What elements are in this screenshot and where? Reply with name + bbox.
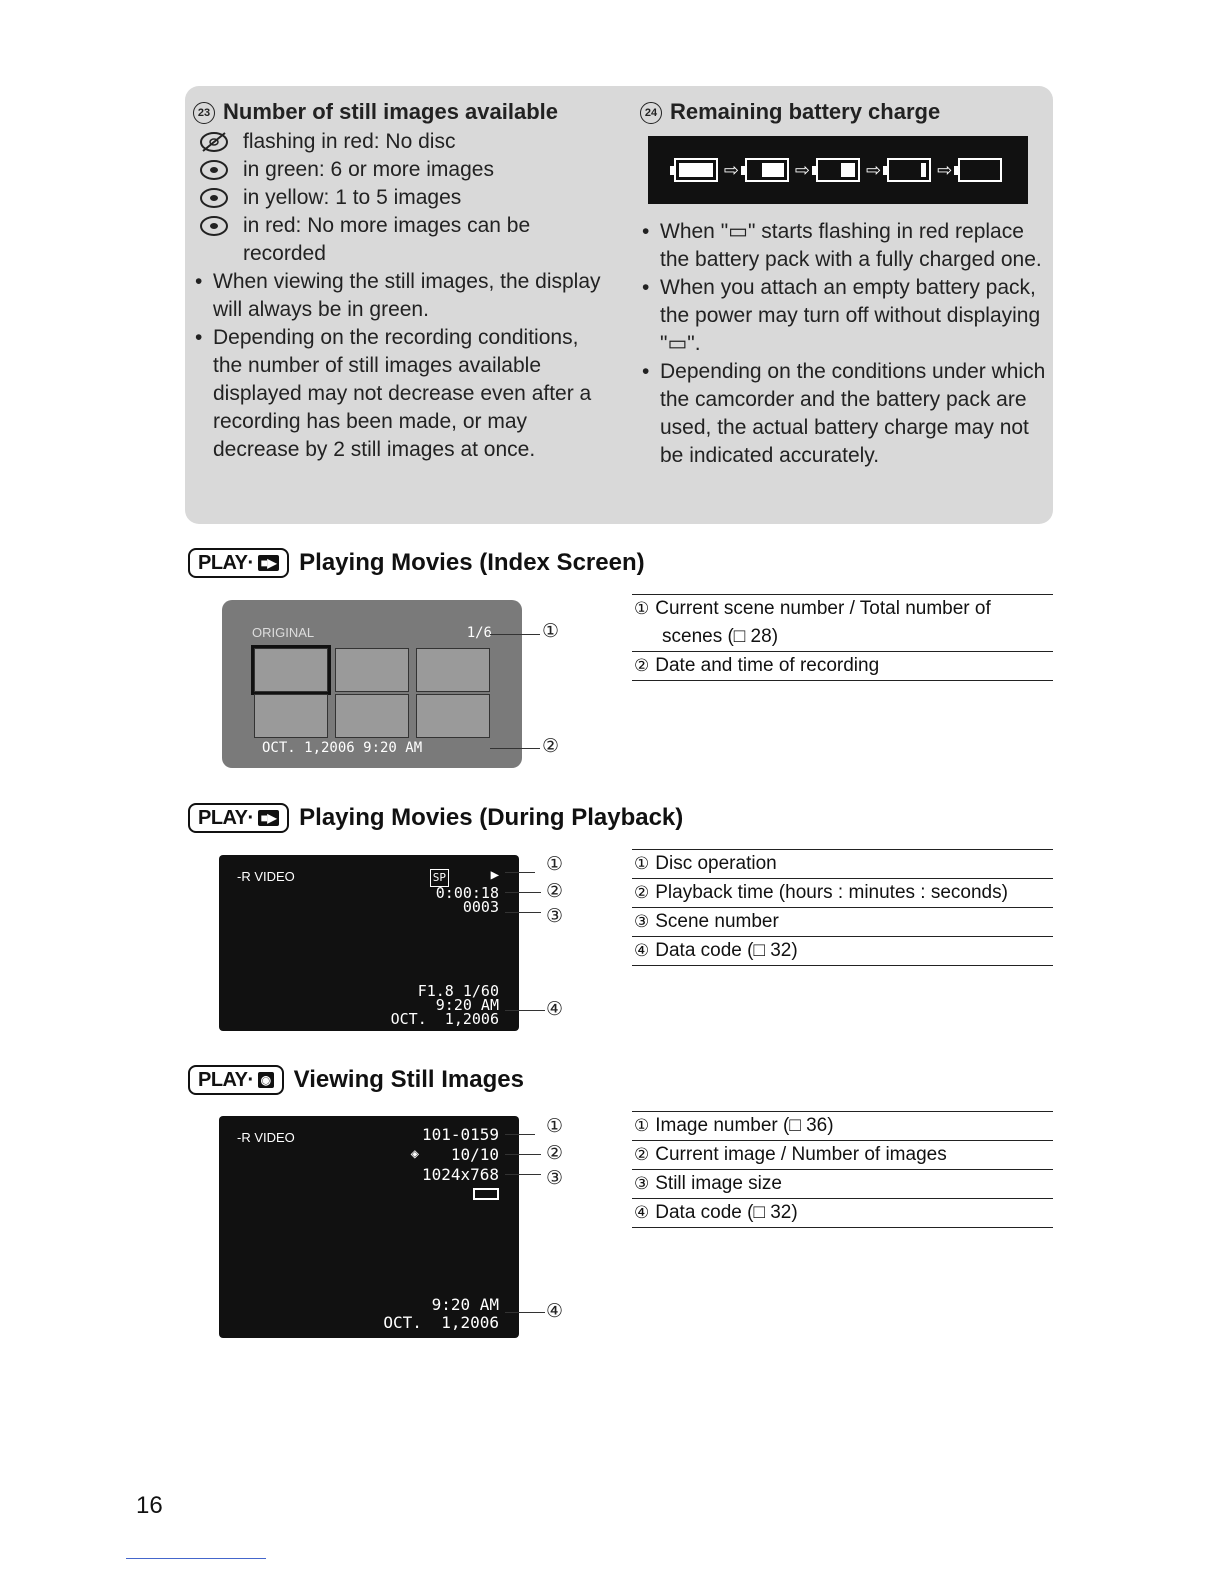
section-heading-index [188,548,645,578]
callout-4: ④ [546,999,564,1020]
playback-legend [632,849,1053,966]
item-number: 23 [193,102,215,124]
index-screen-illustration [222,600,522,768]
callout-3: ③ [546,1168,564,1189]
legend-row: ④ Data code (□ 32) [632,1199,1053,1228]
battery-icon [745,158,789,182]
battery-icon [816,158,860,182]
footer-rule [126,1558,266,1559]
battery-icon [473,1188,499,1200]
callout-1: ① [542,621,560,642]
section-heading-still [188,1065,524,1095]
play-icon: ▶ [490,867,499,883]
thumbnail [416,648,490,692]
leader-line [490,748,540,749]
thumbnail [416,694,490,738]
movie-camera-icon: ■▶ [258,555,279,571]
callout-1: ① [546,854,564,875]
legend-row: ① Image number (□ 36) [632,1112,1053,1141]
page-number: 16 [136,1492,163,1519]
disc-crossed-icon [199,131,229,153]
battery-info [640,98,1050,470]
leader-line [490,634,540,635]
arrow-icon: ⇨ [937,160,953,180]
arrow-icon: ⇨ [723,160,739,180]
legend-row: ② Current image / Number of images [632,1141,1053,1170]
data-code-exposure: F1.8 1/60 [417,982,499,1000]
bullet-item: • Depending on the recording conditions, the number of still images available displayed may not decrease even after a recording has been made, or may decrease by 2 still images at once. [193,324,613,464]
scene-number: 0003 [462,898,499,916]
battery-icon [674,158,718,182]
data-code-time: 9:20 AM [435,996,499,1014]
callout-2: ② [546,1143,564,1164]
play-movie-badge: PLAY· ■▶ [188,548,289,578]
play-movie-badge: PLAY· ■▶ [188,803,289,833]
data-code-time: 9:20 AM [431,1295,499,1314]
disc-line: in red: No more images can be recorded [193,212,613,268]
bullet-item: • When you attach an empty battery pack, the power may turn off without displaying "▭". [640,274,1050,358]
thumbnail [335,648,409,692]
leader-line [505,1174,541,1175]
screen-date-time: OCT. 1,2006 9:20 AM [262,740,423,756]
image-size: 1024x768 [421,1165,499,1184]
bullet-item: • When "▭" starts flashing in red replace the battery pack with a fully charged one. [640,218,1050,274]
leader-line [505,1312,545,1313]
thumbnail [254,694,328,738]
legend-row: ④ Data code (□ 32) [632,937,1053,966]
data-code-date: OCT. 1,2006 [383,1313,499,1332]
bullet-item: • Depending on the conditions under which the camcorder and the battery pack are used, the actual battery charge may not be indicated accurately. [640,358,1050,470]
still-screen-illustration [219,1116,519,1338]
legend-row: ① Disc operation [632,850,1053,879]
callout-3: ③ [546,906,564,927]
disc-line: in yellow: 1 to 5 images [193,184,613,212]
callout-1: ① [546,1116,564,1137]
callout-4: ④ [546,1301,564,1322]
screen-header-label: ORIGINAL [252,625,315,640]
legend-row: ③ Still image size [632,1170,1053,1199]
playback-screen-illustration [219,855,519,1031]
still-images-heading: 23 Number of still images available [193,98,613,126]
disc-type-label: -R VIDEO [237,1130,295,1145]
legend-row: ② Date and time of recording [632,652,1053,681]
thumbnail [254,648,328,692]
still-images-info [193,98,613,464]
section-heading-playback [188,803,683,833]
disc-icon [199,187,229,209]
disc-icon [199,159,229,181]
leader-line [505,1154,541,1155]
arrow-icon: ⇨ [866,160,882,180]
legend-row: ① Current scene number / Total number of scenes (□ 28) [632,595,1053,652]
disc-icon: ◈ [410,1146,419,1162]
info-box [185,86,1053,524]
image-number: 101-0159 [421,1125,499,1144]
battery-icon [958,158,1002,182]
data-code-date: OCT. 1,2006 [390,1010,499,1028]
leader-line [505,1134,535,1135]
battery-levels-strip [648,136,1028,204]
playback-time: 0:00:18 [435,884,499,902]
callout-2: ② [546,881,564,902]
thumbnail [335,694,409,738]
battery-icon [887,158,931,182]
movie-camera-icon: ■▶ [258,810,279,826]
legend-row: ② Playback time (hours : minutes : seconds) [632,879,1053,908]
callout-2: ② [542,736,560,757]
disc-line: in green: 6 or more images [193,156,613,184]
arrow-icon: ⇨ [794,160,810,180]
scene-counter: 1/6 [466,625,492,641]
image-count: 10/10 [450,1145,499,1164]
disc-type-label: -R VIDEO [237,869,295,884]
item-number: 24 [640,102,662,124]
section-title: Playing Movies (Index Screen) [299,549,645,576]
legend-row: ③ Scene number [632,908,1053,937]
disc-line: flashing in red: No disc [193,128,613,156]
leader-line [505,1010,545,1011]
still-legend [632,1111,1053,1228]
bullet-item: • When viewing the still images, the display will always be in green. [193,268,613,324]
play-photo-badge: PLAY· ◉ [188,1065,284,1095]
disc-icon [199,215,229,237]
recording-mode-label: SP [430,869,449,887]
leader-line [505,912,541,913]
leader-line [505,892,541,893]
section-title: Playing Movies (During Playback) [299,804,684,831]
section-title: Viewing Still Images [293,1066,524,1093]
index-legend [632,594,1053,681]
leader-line [505,872,535,873]
battery-heading: 24 Remaining battery charge [640,98,1050,126]
camera-icon: ◉ [258,1072,274,1088]
